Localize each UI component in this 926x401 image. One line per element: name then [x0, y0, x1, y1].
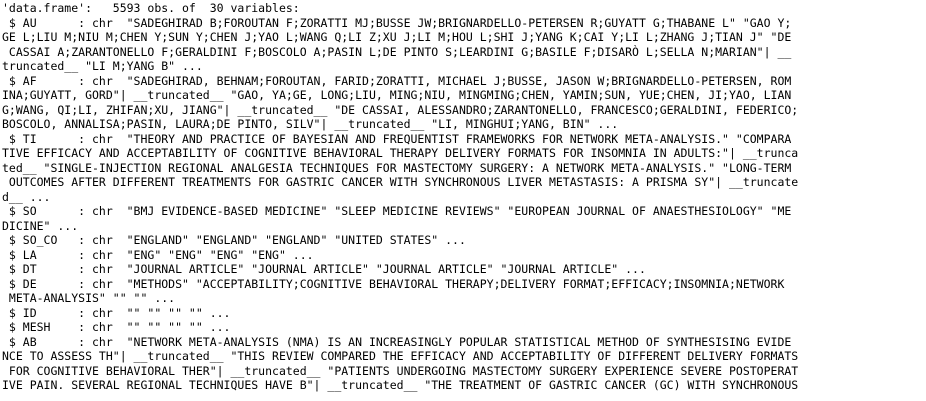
- console-line: $ DE : chr "METHODS" "ACCEPTABILITY;COGNITIVE BEHAVIORAL THERAPY;DELIVERY FORMAT;EFFICACY;INSOMNIA;NETWORK: [2, 276, 785, 291]
- console-line: TIVE EFFICACY AND ACCEPTABILITY OF COGNITIVE BEHAVIORAL THERAPY DELIVERY FORMATS FOR INSOMNIA IN ADULTS:"| __trunca: [2, 146, 799, 160]
- console-line: $ DT : chr "JOURNAL ARTICLE" "JOURNAL ARTICLE" "JOURNAL ARTICLE" "JOURNAL ARTICLE" ...: [2, 262, 646, 276]
- console-line: d__ ...: [2, 189, 51, 204]
- console-line: META-ANALYSIS" "" "" ...: [2, 291, 176, 305]
- console-line: $ SO_CO : chr "ENGLAND" "ENGLAND" "ENGLAND" "UNITED STATES" ...: [2, 233, 466, 247]
- console-line: $ AU : chr "SADEGHIRAD B;FOROUTAN F;ZORATTI MJ;BUSSE JW;BRIGNARDELLO-PETERSEN R;GUYATT G;THABANE L" "GAO Y;: [2, 15, 792, 30]
- console-line: $ ID : chr "" "" "" "" ...: [2, 305, 231, 320]
- console-line: 'data.frame': 5593 obs. of 30 variables:: [2, 1, 300, 15]
- console-line: OUTCOMES AFTER DIFFERENT TREATMENTS FOR GASTRIC CANCER WITH SYNCHRONOUS LIVER METASTASIS: A PRISMA SY"| __truncate: [2, 175, 799, 189]
- console-line: $ AF : chr "SADEGHIRAD, BEHNAM;FOROUTAN, FARID;ZORATTI, MICHAEL J;BUSSE, JASON W;BRIGNARDELLO-PETERSEN, ROM: [2, 73, 792, 88]
- console-line: ted__ "SINGLE-INJECTION REGIONAL ANALGESIA TECHNIQUES FOR MASTECTOMY SURGERY: A NETWORK META-ANALYSIS." "LONG-TERM: [2, 160, 792, 175]
- console-line: CASSAI A;ZARANTONELLO F;GERALDINI F;BOSCOLO A;PASIN L;DE PINTO S;LEARDINI G;BASILE F;DISARÒ L;SELLA N;MARIAN"| __: [2, 44, 792, 59]
- console-line: G;WANG, QI;LI, ZHIFAN;XU, JIANG"| __truncated__ "DE CASSAI, ALESSANDRO;ZARANTONELLO, FRANCESCO;GERALDINI, FEDERICO;: [2, 102, 799, 117]
- console-line: GE L;LIU M;NIU M;CHEN Y;SUN Y;CHEN J;YAO L;WANG Q;LI Z;XU J;LI M;HOU L;SHI J;YANG K;CAI Y;LI L;ZHANG J;TIAN J" "DE: [2, 30, 799, 44]
- console-line: truncated__ "LI M;YANG B" ...: [2, 59, 203, 73]
- console-line: $ SO : chr "BMJ EVIDENCE-BASED MEDICINE" "SLEEP MEDICINE REVIEWS" "EUROPEAN JOURNAL OF ANAESTHESIOLOGY" "ME: [2, 204, 792, 218]
- console-line: $ TI : chr "THEORY AND PRACTICE OF BAYESIAN AND FREQUENTIST FRAMEWORKS FOR NETWORK META-ANALYSIS." "COMPARA: [2, 131, 792, 146]
- console-line: FOR COGNITIVE BEHAVIORAL THER"| __truncated__ "PATIENTS UNDERGOING MASTECTOMY SURGERY EXPERIENCE SEVERE POSTOPERAT: [2, 363, 799, 378]
- console-line: BOSCOLO, ANNALISA;PASIN, LAURA;DE PINTO, SILV"| __truncated__ "LI, MINGHUI;YANG, BIN" ...: [2, 117, 619, 131]
- console-line: $ LA : chr "ENG" "ENG" "ENG" "ENG" ...: [2, 247, 314, 262]
- console-line: INA;GUYATT, GORD"| __truncated__ "GAO, YA;GE, LONG;LIU, MING;NIU, MINGMING;CHEN, YAMIN;SUN, YUE;CHEN, JI;YAO, LIAN: [2, 88, 792, 102]
- console-line: NCE TO ASSESS TH"| __truncated__ "THIS REVIEW COMPARED THE EFFICACY AND ACCEPTABILITY OF DIFFERENT DELIVERY FORMATS: [2, 349, 799, 363]
- console-line: IVE PAIN. SEVERAL REGIONAL TECHNIQUES HAVE B"| __truncated__ "THE TREATMENT OF GASTRIC CANCER (GC) WITH SYNCHRONOUS: [2, 378, 799, 392]
- console-line: $ AB : chr "NETWORK META-ANALYSIS (NMA) IS AN INCREASINGLY POPULAR STATISTICAL METHOD OF SYNTHESISING EVIDE: [2, 334, 792, 349]
- console-line: $ MESH : chr "" "" "" "" ...: [2, 320, 231, 334]
- console-line: DICINE" ...: [2, 218, 79, 233]
